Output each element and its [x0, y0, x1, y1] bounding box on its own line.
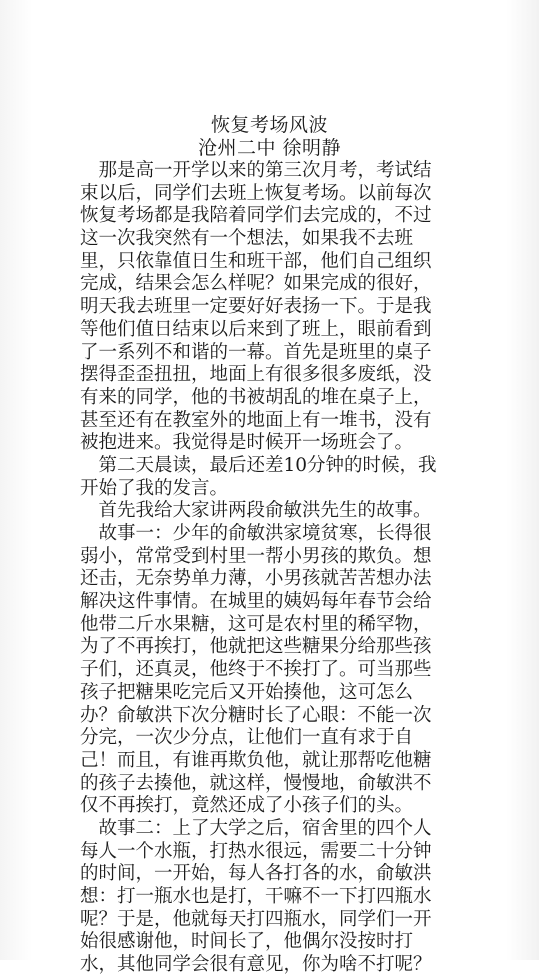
text-line: 想：打一瓶水也是打，干嘛不一下打四瓶水: [80, 886, 432, 907]
text-line: 甚至还有在教室外的地面上有一堆书，没有: [80, 409, 432, 431]
text-line: 为了不再挨打，他就把这些糖果分给那些孩: [80, 636, 432, 658]
text-line: 这一次我突然有一个想法，如果我不去班: [80, 228, 414, 250]
document-author: 沧州二中 徐明静: [197, 137, 342, 159]
text-line: 第二天晨读，最后还差10分钟的时候，我: [80, 454, 437, 476]
text-line: 每人一个水瓶，打热水很远，需要二十分钟: [80, 840, 432, 862]
text-line: 的时间，一开始，每人各打各的水，俞敏洪: [80, 863, 432, 885]
text-line: 水，其他同学会很有意见，你为啥不打呢？: [80, 954, 432, 976]
text-line: 故事二：上了大学之后，宿舍里的四个人: [80, 817, 432, 839]
text-line: 等他们值日结束以后来到了班上，眼前看到: [80, 318, 432, 340]
text-line: 他带二斤水果糖，这可是农村里的稀罕物，: [80, 613, 432, 635]
text-line: 分完，一次少分点，让他们一直有求于自: [80, 727, 414, 749]
text-line: 故事一：少年的俞敏洪家境贫寒，长得很: [80, 523, 432, 544]
document-title: 恢复考场风波: [210, 114, 328, 136]
text-line: 那是高一开学以来的第三次月考，考试结: [80, 160, 432, 181]
text-line: 有来的同学，他的书被胡乱的堆在桌子上，: [80, 386, 432, 408]
text-line: 束以后，同学们去班上恢复考场。以前每次: [80, 182, 432, 204]
text-line: 子们，还真灵，他终于不挨打了。可当那些: [80, 659, 432, 681]
text-line: 还击，无奈势单力薄，小男孩就苦苦想办法: [80, 568, 432, 590]
text-line: 弱小，常常受到村里一帮小男孩的欺负。想: [80, 545, 432, 567]
text-line: 被抱进来。我觉得是时候开一场班会了。: [80, 432, 414, 454]
text-line: 始很感谢他，时间长了，他偶尔没按时打: [80, 931, 414, 953]
text-line: 孩子把糖果吃完后又开始揍他，这可怎么: [80, 681, 414, 703]
text-line: 呢？于是，他就每天打四瓶水，同学们一开: [80, 908, 432, 930]
text-line: 摆得歪歪扭扭，地面上有很多很多废纸，没: [80, 364, 432, 386]
text-line: 己！而且，有谁再欺负他，就让那帮吃他糖: [80, 749, 432, 771]
text-line: 的孩子去揍他，就这样，慢慢地，俞敏洪不: [80, 772, 432, 794]
text-line: 开始了我的发言。: [80, 477, 229, 499]
text-line: 完成，结果会怎么样呢？如果完成的很好，: [80, 273, 432, 295]
text-line: 首先我给大家讲两段俞敏洪先生的故事。: [80, 500, 432, 522]
text-line: 明天我去班里一定要好好表扬一下。于是我: [80, 296, 432, 318]
text-line: 办？俞敏洪下次分糖时长了心眼：不能一次: [80, 704, 432, 726]
text-line: 仅不再挨打，竟然还成了小孩子们的头。: [80, 795, 414, 817]
text-line: 恢复考场都是我陪着同学们去完成的，不过: [80, 205, 432, 227]
text-line: 了一系列不和谐的一幕。首先是班里的桌子: [80, 341, 432, 363]
document-body: [80, 160, 470, 977]
text-line: 里，只依靠值日生和班干部，他们自己组织: [80, 250, 432, 272]
text-line: 解决这件事情。在城里的姨妈每年春节会给: [80, 591, 432, 613]
